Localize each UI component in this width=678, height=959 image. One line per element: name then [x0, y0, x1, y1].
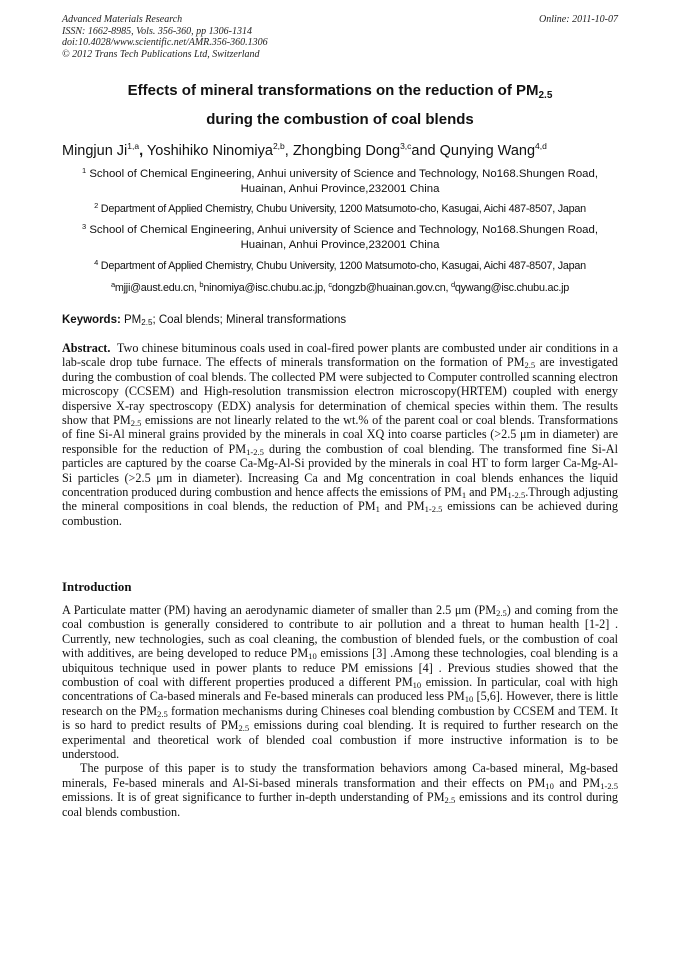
section-heading: Introduction [62, 580, 132, 594]
author-sup: 4,d [535, 141, 547, 151]
affiliation [62, 219, 618, 253]
affiliation-number: 4 [94, 258, 99, 267]
issn-line: ISSN: 1662-8985, Vols. 356-360, pp 1306-1314 [62, 25, 252, 37]
author-list [62, 137, 618, 160]
keywords-label: Keywords: [62, 314, 121, 326]
title-subscript: 2.5 [538, 90, 553, 101]
email-sup: a [110, 280, 115, 289]
affiliation-text: School of Chemical Engineering, Anhui university of Science and Technology, No168.Shungen Road, Huainan, Anhui Province,232001 China [89, 224, 599, 251]
author-name: Mingjun Ji [62, 143, 128, 159]
author-name: Zhongbing Dong [292, 143, 401, 159]
keywords [62, 313, 618, 327]
author-sup: 1,a [127, 141, 140, 151]
affiliation-number: 1 [81, 166, 87, 175]
journal-name: Advanced Materials Research [62, 14, 183, 25]
email-link[interactable]: dongzb@huainan.gov.cn [331, 282, 446, 294]
paper-title [62, 79, 618, 132]
online-date: Online: 2011-10-07 [539, 14, 618, 25]
author-separator: and [411, 143, 436, 159]
abstract-text: Two chinese bituminous coals used in coal-fired power plants are combusted under air conditions in a lab-scale drop tube furnace. The effects of minerals transformation on the formation of PM2.5 are investigated during the combustion of coal blends. The collected PM were subjected to Computer controlled scanning electron microscopy (CCSEM) and High-resolution transmission electron microscopy(HRTEM) coupled with energy dispersive X-ray spectroscopy (EDX) analysis for determination of chemical species within them. The results show that PM2.5 emissions are not linearly related to the wt.% of the parent coal or coal blends. Transformations of fine Si-Al mineral grains provided by the minerals in coal XQ into coarse particles (>2.5 μm in diameter) are responsible for the reduction of PM1-2.5 during the combustion of coal blending. The transformed fine Si-Al particles are captured by the coarse Ca-Mg-Al-Si provided by the minerals in coal HT to form larger Ca-Mg-Al-Si particles (>2.5 μm in diameter). Increasing Ca and Mg concentration in coal blends enhances the liquid concentration produced during combustion and hence affects the emissions of PM1 and PM1-2.5.Through adjusting the mineral compositions in coal blends, the reduction of PM1 and PM1-2.5 emissions can be achieved during combustion. [62, 341, 619, 528]
title-line-1: Effects of mineral transformations on the reduction of PM [127, 82, 539, 99]
introduction-body [62, 603, 618, 819]
title-line-2: during the combustion of coal blends [206, 111, 474, 128]
email-sup: d [450, 280, 455, 289]
paragraph: A Particulate matter (PM) having an aerodynamic diameter of smaller than 2.5 μm (PM2.5) and coming from the coal combustion is generally considered to contribute to air pollution and a threat to human health [1-2] . Currently, new technologies, such as coal cleaning, the combustion of blended fuels, or the combustion of coal with additives, are being developed to reduce PM10 emissions [3] .Among these technologies, coal blending is a ubiquitous technique used in power plants to reduce PM emissions [4] . Previous studies showed that the combustion of coal with different properties produced a different PM10 emission. In particular, coal with high concentrations of Ca-based minerals and Fe-based minerals can produced less PM10 [5,6]. However, there is little research on the PM2.5 formation mechanisms during Chineses coal blending combustion by CCSEM and TEM. It is so hard to predict results of PM2.5 emissions during coal blending. It is required to further research on the experimental and theoretical work of blended coal combustion if more instructive information is to be understood. [62, 603, 619, 762]
affiliation-text: Department of Applied Chemistry, Chubu University, 1200 Matsumoto-cho, Kasugai, Aichi 487-8507, Japan [100, 260, 586, 272]
journal-header [62, 14, 618, 60]
email-link[interactable]: ninomiya@isc.chubu.ac.jp [203, 282, 323, 294]
keyword: Mineral transformations [225, 314, 347, 326]
author-separator: , [284, 143, 289, 159]
affiliation [62, 198, 618, 217]
author-name: Yoshihiko Ninomiya [146, 143, 273, 159]
abstract-label: Abstract. [62, 341, 111, 355]
affiliation [62, 163, 618, 197]
doi-line[interactable]: doi:10.4028/www.scientific.net/AMR.356-360.1306 [62, 37, 268, 48]
email-link[interactable]: qywang@isc.chubu.ac.jp [454, 282, 569, 294]
affiliation-number: 3 [81, 222, 87, 231]
keyword: PM2.5; [124, 314, 156, 327]
author-separator: , [139, 143, 144, 159]
affiliation [62, 255, 618, 274]
affiliation-text: Department of Applied Chemistry, Chubu University, 1200 Matsumoto-cho, Kasugai, Aichi 487-8507, Japan [100, 203, 586, 215]
email-list: $^a$mjji@aust.edu.cn, $^b$ninomiya@isc.chubu.ac.jp, $^c$dongzb@huainan.gov.cn, $^d$qywang@isc.chubu.ac.jp [110, 280, 569, 294]
email-link[interactable]: mjji@aust.edu.cn [114, 282, 194, 294]
author-sup: 2,b [272, 141, 285, 151]
keyword: Coal blends; [158, 314, 223, 326]
email-sup: c [328, 280, 332, 289]
affiliation-number: 2 [94, 201, 99, 210]
affiliation-text: School of Chemical Engineering, Anhui university of Science and Technology, No168.Shungen Road, Huainan, Anhui Province,232001 China [89, 168, 599, 195]
author-name: Qunying Wang [439, 143, 536, 159]
copyright-line: © 2012 Trans Tech Publications Ltd, Switzerland [62, 48, 260, 60]
paragraph: The purpose of this paper is to study the transformation behaviors among Ca-based mineral, Mg-based minerals, Fe-based minerals and Al-Si-based minerals transformation and their effects on PM10 and PM1-2.5 emissions. It is of great significance to further in-depth understanding of PM2.5 emissions and its control during coal blends combustion. [62, 761, 619, 819]
author-sup: 3,c [400, 141, 412, 151]
abstract [62, 341, 618, 528]
email-sup: b [199, 280, 204, 289]
